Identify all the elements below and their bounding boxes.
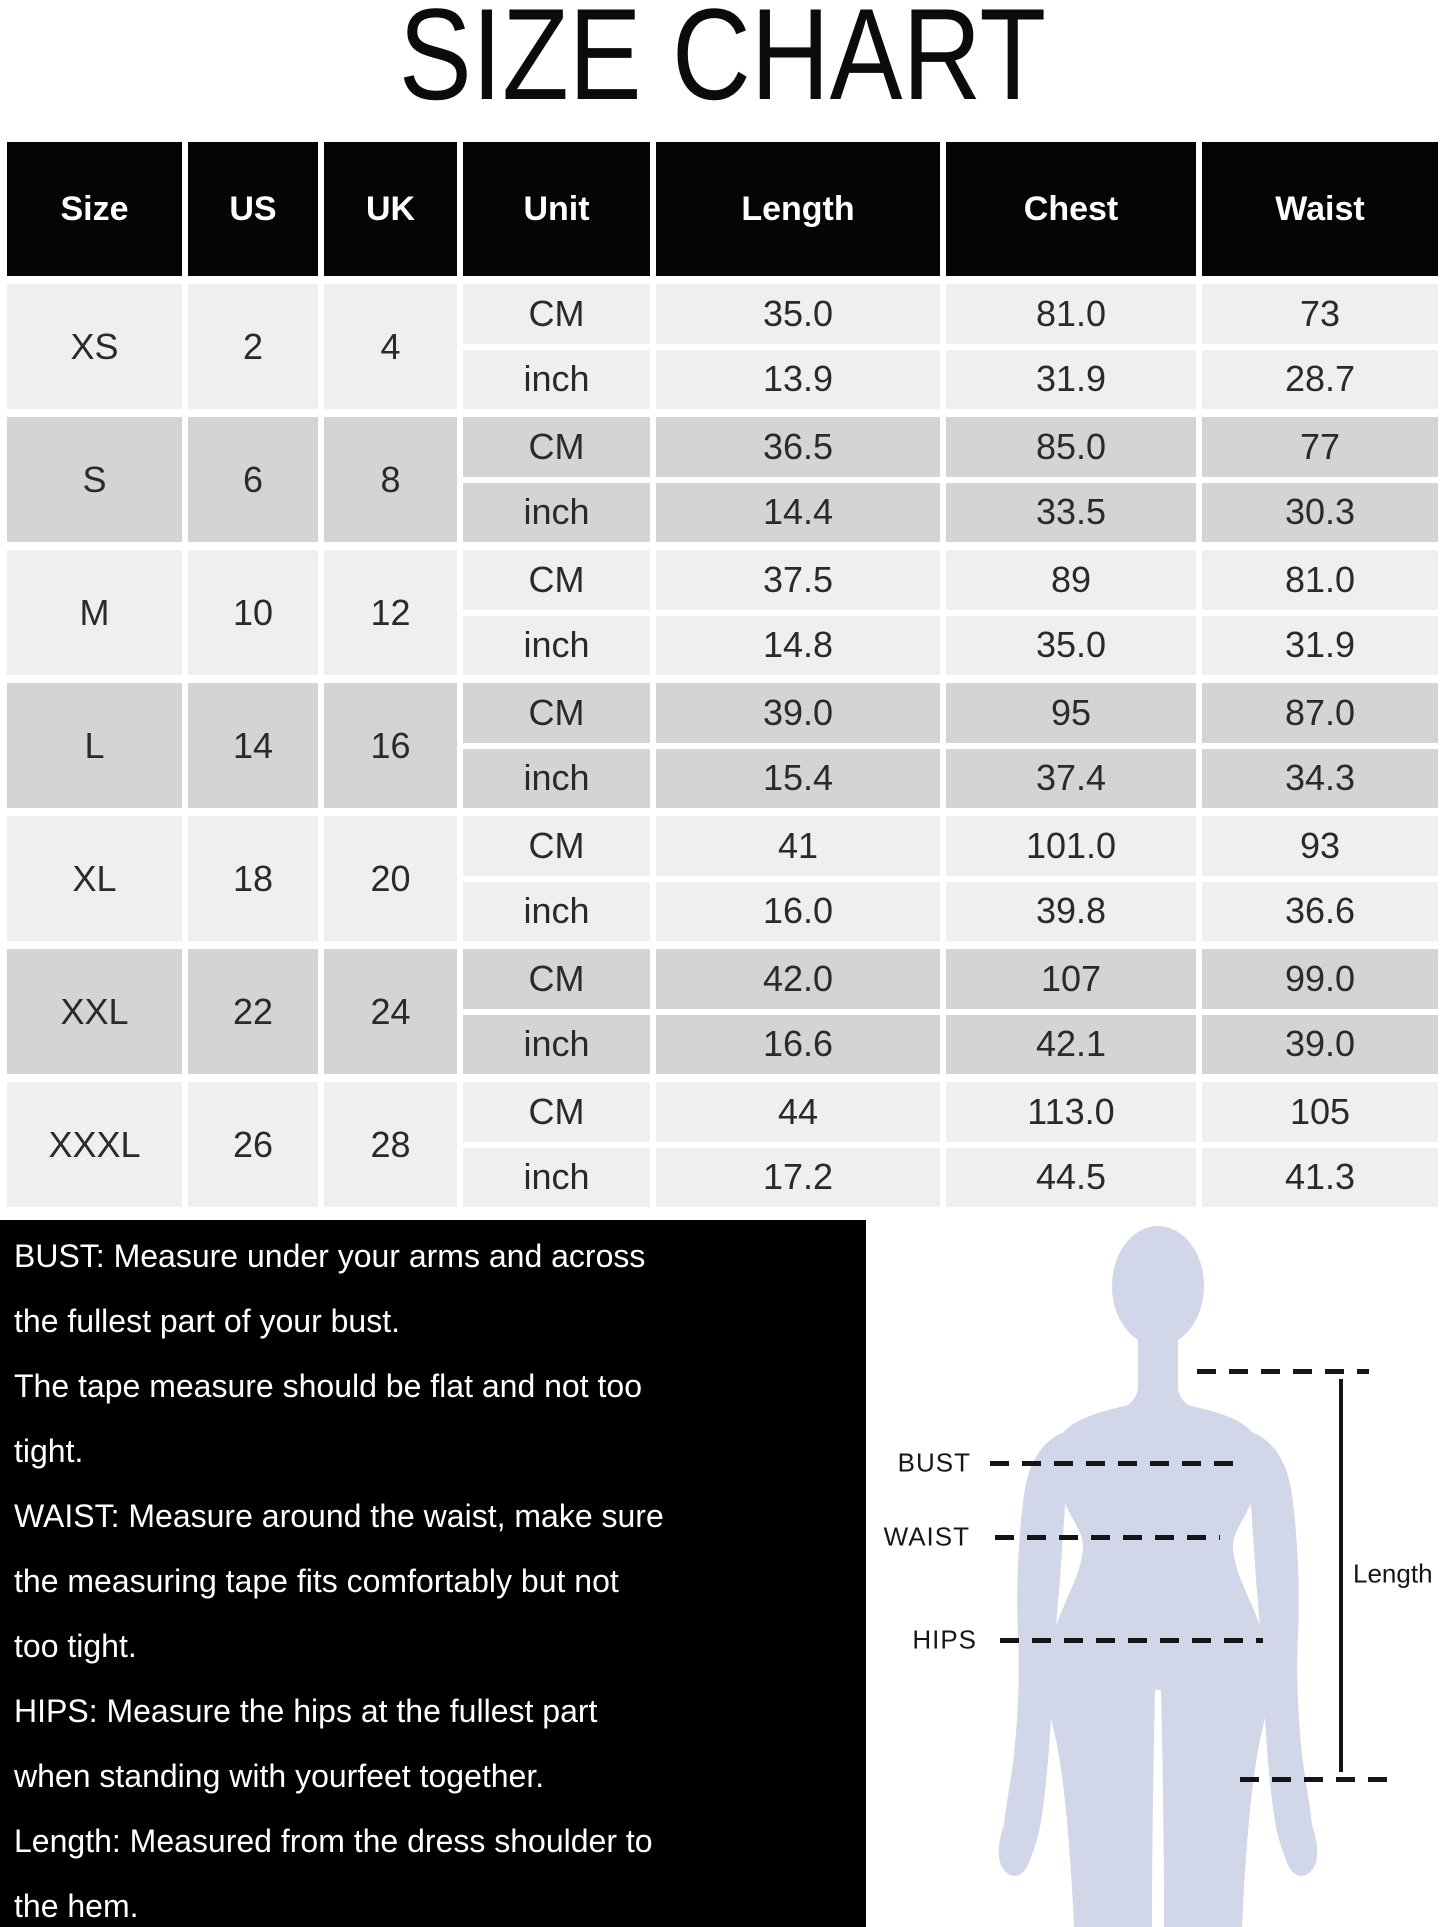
bust-dash-line [990, 1461, 1240, 1466]
waist-inch-cell: 34.3 [1202, 749, 1438, 809]
us-cell: 10 [188, 550, 318, 675]
size-cell: XXL [7, 949, 182, 1074]
header-us: US [188, 142, 318, 276]
waist-label: WAIST [883, 1521, 970, 1552]
unit-inch-cell: inch [463, 350, 650, 410]
size-cell: S [7, 417, 182, 542]
table-row-xs [7, 284, 1438, 409]
chest-cells [946, 284, 1196, 409]
header-unit: Unit [463, 142, 650, 276]
instruction-line: Length: Measured from the dress shoulder to [14, 1823, 653, 1859]
uk-cell: 16 [324, 683, 457, 808]
header-waist: Waist [1202, 142, 1438, 276]
uk-cell: 20 [324, 816, 457, 941]
unit-cells [463, 284, 650, 409]
unit-inch-cell: inch [463, 1148, 650, 1208]
unit-cm-cell: CM [463, 284, 650, 344]
shoulder-dash-line [1197, 1369, 1369, 1374]
waist-cells [1202, 1082, 1438, 1207]
size-cell: XL [7, 816, 182, 941]
unit-inch-cell: inch [463, 616, 650, 676]
unit-inch-cell: inch [463, 483, 650, 543]
unit-cm-cell: CM [463, 417, 650, 477]
chest-inch-cell: 33.5 [946, 483, 1196, 543]
header-chest: Chest [946, 142, 1196, 276]
unit-inch-cell: inch [463, 749, 650, 809]
instruction-line: when standing with yourfeet together. [14, 1758, 545, 1794]
unit-cm-cell: CM [463, 683, 650, 743]
length-cm-cell: 44 [656, 1082, 940, 1142]
us-cell: 18 [188, 816, 318, 941]
instruction-line: too tight. [14, 1628, 137, 1664]
chest-cells [946, 417, 1196, 542]
size-cell: XXXL [7, 1082, 182, 1207]
length-cells [656, 1082, 940, 1207]
waist-cm-cell: 87.0 [1202, 683, 1438, 743]
uk-cell: 12 [324, 550, 457, 675]
waist-cm-cell: 99.0 [1202, 949, 1438, 1009]
table-row-m [7, 550, 1438, 675]
table-header-row [7, 142, 1438, 276]
length-cells [656, 550, 940, 675]
hips-dash-line [1000, 1638, 1263, 1643]
unit-cells [463, 816, 650, 941]
us-cell: 22 [188, 949, 318, 1074]
length-cm-cell: 36.5 [656, 417, 940, 477]
length-inch-cell: 17.2 [656, 1148, 940, 1208]
waist-cm-cell: 81.0 [1202, 550, 1438, 610]
length-inch-cell: 14.4 [656, 483, 940, 543]
table-row-l [7, 683, 1438, 808]
length-measure-line [1339, 1379, 1343, 1772]
chest-inch-cell: 44.5 [946, 1148, 1196, 1208]
chest-inch-cell: 35.0 [946, 616, 1196, 676]
chest-cells [946, 683, 1196, 808]
length-inch-cell: 14.8 [656, 616, 940, 676]
size-table [7, 142, 1438, 1215]
length-cells [656, 949, 940, 1074]
unit-cells [463, 683, 650, 808]
page-title: SIZE CHART [398, 0, 1047, 127]
chest-cm-cell: 101.0 [946, 816, 1196, 876]
hips-label: HIPS [912, 1624, 977, 1655]
chest-cm-cell: 95 [946, 683, 1196, 743]
us-cell: 2 [188, 284, 318, 409]
length-cells [656, 284, 940, 409]
unit-cells [463, 949, 650, 1074]
instruction-line: HIPS: Measure the hips at the fullest part [14, 1693, 598, 1729]
length-inch-cell: 13.9 [656, 350, 940, 410]
length-inch-cell: 16.6 [656, 1015, 940, 1075]
waist-inch-cell: 36.6 [1202, 882, 1438, 942]
length-cells [656, 417, 940, 542]
table-row-s [7, 417, 1438, 542]
instruction-line: the hem. [14, 1888, 139, 1924]
bust-label: BUST [897, 1447, 971, 1478]
measuring-instructions [0, 1220, 866, 1927]
unit-cells [463, 1082, 650, 1207]
instruction-line: The tape measure should be flat and not too [14, 1368, 642, 1404]
us-cell: 26 [188, 1082, 318, 1207]
length-cm-cell: 42.0 [656, 949, 940, 1009]
waist-inch-cell: 30.3 [1202, 483, 1438, 543]
waist-cm-cell: 105 [1202, 1082, 1438, 1142]
chest-inch-cell: 39.8 [946, 882, 1196, 942]
uk-cell: 28 [324, 1082, 457, 1207]
waist-cm-cell: 93 [1202, 816, 1438, 876]
size-cell: XS [7, 284, 182, 409]
length-cells [656, 816, 940, 941]
chest-cm-cell: 81.0 [946, 284, 1196, 344]
waist-cells [1202, 816, 1438, 941]
waist-inch-cell: 41.3 [1202, 1148, 1438, 1208]
size-cell: M [7, 550, 182, 675]
header-length: Length [656, 142, 940, 276]
length-cm-cell: 37.5 [656, 550, 940, 610]
chest-cells [946, 949, 1196, 1074]
chest-cells [946, 550, 1196, 675]
instruction-line: WAIST: Measure around the waist, make sure [14, 1498, 664, 1534]
chest-cm-cell: 89 [946, 550, 1196, 610]
waist-inch-cell: 28.7 [1202, 350, 1438, 410]
length-inch-cell: 16.0 [656, 882, 940, 942]
chest-cm-cell: 85.0 [946, 417, 1196, 477]
instruction-line: the measuring tape fits comfortably but not [14, 1563, 619, 1599]
chest-inch-cell: 42.1 [946, 1015, 1196, 1075]
us-cell: 6 [188, 417, 318, 542]
waist-cm-cell: 77 [1202, 417, 1438, 477]
waist-inch-cell: 39.0 [1202, 1015, 1438, 1075]
length-cm-cell: 35.0 [656, 284, 940, 344]
chest-inch-cell: 37.4 [946, 749, 1196, 809]
waist-cells [1202, 284, 1438, 409]
length-inch-cell: 15.4 [656, 749, 940, 809]
waist-cells [1202, 949, 1438, 1074]
waist-cm-cell: 73 [1202, 284, 1438, 344]
us-cell: 14 [188, 683, 318, 808]
table-row-xxxl [7, 1082, 1438, 1207]
header-size: Size [7, 142, 182, 276]
instruction-line: the fullest part of your bust. [14, 1303, 400, 1339]
chest-inch-cell: 31.9 [946, 350, 1196, 410]
measurement-figure-panel [866, 1220, 1445, 1927]
instruction-line: tight. [14, 1433, 84, 1469]
unit-cm-cell: CM [463, 949, 650, 1009]
header-uk: UK [324, 142, 457, 276]
length-label: Length [1353, 1558, 1433, 1589]
chest-cm-cell: 107 [946, 949, 1196, 1009]
unit-cells [463, 550, 650, 675]
chest-cells [946, 1082, 1196, 1207]
instruction-line: BUST: Measure under your arms and across [14, 1238, 646, 1274]
size-cell: L [7, 683, 182, 808]
waist-inch-cell: 31.9 [1202, 616, 1438, 676]
length-cm-cell: 41 [656, 816, 940, 876]
unit-inch-cell: inch [463, 1015, 650, 1075]
chest-cm-cell: 113.0 [946, 1082, 1196, 1142]
length-cells [656, 683, 940, 808]
waist-dash-line [995, 1535, 1220, 1540]
unit-cm-cell: CM [463, 1082, 650, 1142]
unit-cm-cell: CM [463, 550, 650, 610]
uk-cell: 8 [324, 417, 457, 542]
waist-cells [1202, 683, 1438, 808]
unit-inch-cell: inch [463, 882, 650, 942]
unit-cm-cell: CM [463, 816, 650, 876]
table-row-xl [7, 816, 1438, 941]
waist-cells [1202, 417, 1438, 542]
uk-cell: 4 [324, 284, 457, 409]
chest-cells [946, 816, 1196, 941]
hem-dash-line [1240, 1777, 1390, 1782]
uk-cell: 24 [324, 949, 457, 1074]
length-cm-cell: 39.0 [656, 683, 940, 743]
waist-cells [1202, 550, 1438, 675]
table-row-xxl [7, 949, 1438, 1074]
unit-cells [463, 417, 650, 542]
